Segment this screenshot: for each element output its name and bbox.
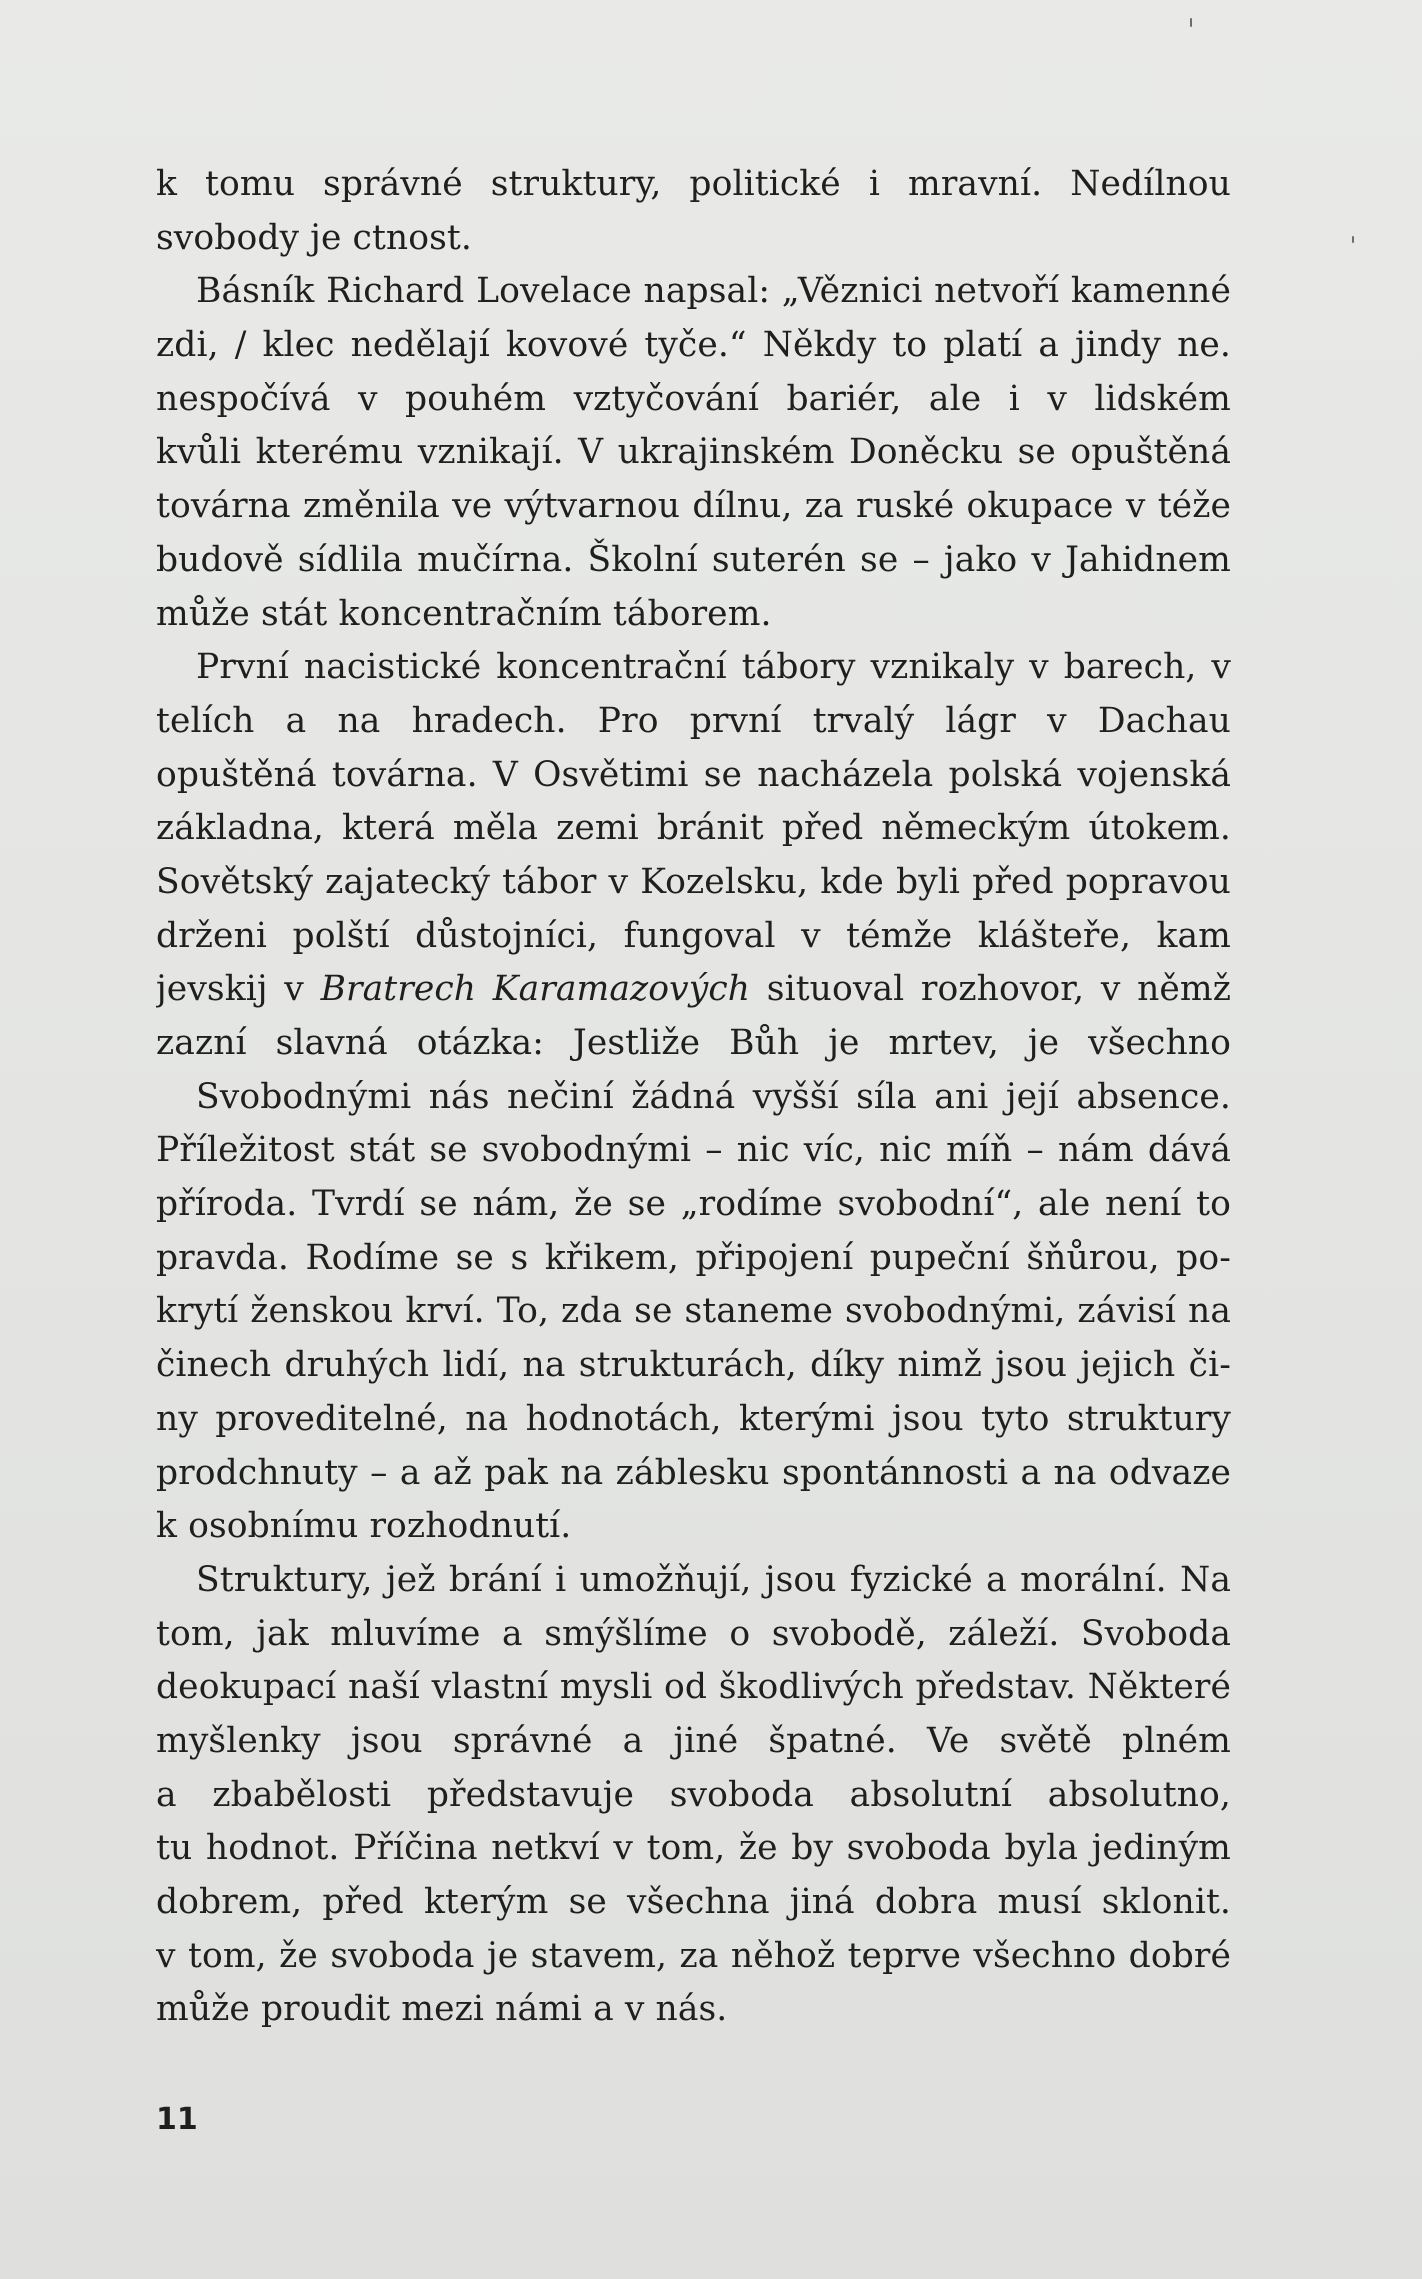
text-line: k tomu správné struktury, politické i mravní. Nedílnou	[156, 164, 1231, 204]
book-title-italic: Bratrech Karamazových	[320, 969, 751, 1010]
text-line: myšlenky jsou správné a jiné špatné. Ve světě plném	[156, 1720, 1231, 1761]
text-segment: jevskij v	[156, 969, 321, 1010]
text-line: tom, jak mluvíme a smýšlíme o svobodě, záleží. Svoboda	[156, 1613, 1231, 1654]
text-line: dobrem, před kterým se všechna jiná dobra musí sklonit.	[156, 1882, 1231, 1922]
text-segment: situoval rozhovor, v němž	[750, 969, 1231, 1010]
text-line: Struktury, jež brání i umožňují, jsou fyzické a morální. Na	[196, 1559, 1231, 1600]
text-line: opuštěná továrna. V Osvětimi se nacházela polská vojenská	[156, 754, 1231, 795]
paper-speck	[1190, 18, 1192, 27]
text-line: krytí ženskou krví. To, zda se staneme svobodnými, závisí na	[156, 1291, 1231, 1332]
text-line	[156, 963, 1231, 1017]
text-line: může stát koncentračním táborem.	[156, 593, 772, 634]
text-line: Příležitost stát se svobodnými – nic víc, nic míň – nám dává	[156, 1130, 1231, 1171]
text-line: prodchnuty – a až pak na záblesku spontánnosti a na odvaze	[156, 1452, 1231, 1493]
text-line: činech druhých lidí, na strukturách, díky nimž jsou jejich či-	[156, 1345, 1231, 1386]
text-line: ny proveditelné, na hodnotách, kterými jsou tyto struktury	[156, 1398, 1231, 1439]
text-line: základna, která měla zemi bránit před německým útokem.	[156, 808, 1231, 849]
text-line: telích a na hradech. Pro první trvalý lágr v Dachau	[156, 700, 1231, 741]
text-line: budově sídlila mučírna. Školní suterén se – jako v Jahidnem	[156, 539, 1231, 580]
text-line: nespočívá v pouhém vztyčování bariér, ale i v lidském	[156, 378, 1231, 419]
body-text	[156, 158, 1231, 2037]
text-line: Básník Richard Lovelace napsal: „Věznici netvoří kamenné	[196, 271, 1231, 312]
text-line: v tom, že svoboda je stavem, za něhož teprve všechno dobré	[156, 1935, 1231, 1976]
text-line: příroda. Tvrdí se nám, že se „rodíme svobodní“, ale není to	[156, 1184, 1231, 1225]
text-line: zazní slavná otázka: Jestliže Bůh je mrtev, je všechno	[156, 1023, 1231, 1063]
text-line: Sovětský zajatecký tábor v Kozelsku, kde byli před popravou	[156, 861, 1231, 902]
text-line: drženi polští důstojníci, fungoval v témže klášteře, kam	[156, 915, 1231, 956]
text-line: k osobnímu rozhodnutí.	[156, 1506, 572, 1547]
paper-speck	[1352, 236, 1354, 243]
text-line: První nacistické koncentrační tábory vznikaly v barech, v	[196, 647, 1231, 688]
text-line: zdi, / klec nedělají kovové tyče.“ Někdy to platí a jindy ne.	[156, 325, 1231, 366]
page-number: 11	[156, 2102, 198, 2137]
text-line: pravda. Rodíme se s křikem, připojení pupeční šňůrou, po-	[156, 1237, 1231, 1278]
text-line: kvůli kterému vznikají. V ukrajinském Doněcku se opuštěná	[156, 432, 1231, 473]
text-line: továrna změnila ve výtvarnou dílnu, za ruské okupace v téže	[156, 486, 1231, 527]
text-line: a zbabělosti představuje svoboda absolutní absolutno,	[156, 1774, 1231, 1815]
text-line: deokupací naší vlastní mysli od škodlivých představ. Některé	[156, 1667, 1231, 1708]
text-line: tu hodnot. Příčina netkví v tom, že by svoboda byla jediným	[156, 1828, 1231, 1869]
text-line: Svobodnými nás nečiní žádná vyšší síla ani její absence.	[196, 1076, 1231, 1117]
text-line: svobody je ctnost.	[156, 217, 472, 258]
text-line: může proudit mezi námi a v nás.	[156, 1989, 728, 2030]
